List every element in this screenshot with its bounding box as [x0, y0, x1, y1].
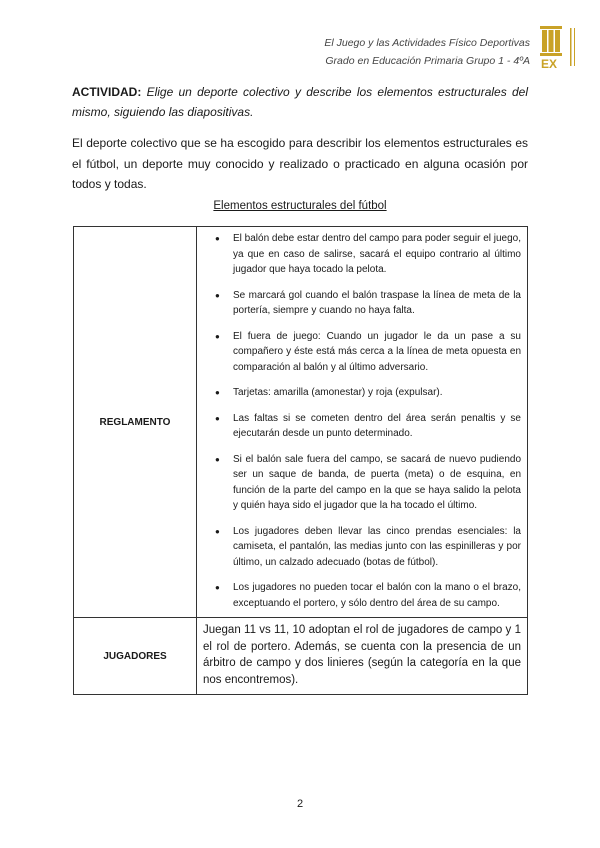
structural-elements-table	[73, 226, 528, 695]
rules-list	[203, 231, 521, 611]
logo-icon	[540, 26, 584, 72]
rules-cell	[197, 227, 528, 618]
table-row-jugadores	[74, 618, 528, 695]
list-item: ● Los jugadores no pueden tocar el balón con la mano o el brazo, exceptuando el portero, y sólo dentro del área de su campo.	[233, 580, 521, 611]
list-item: ● Los jugadores deben llevar las cinco prendas esenciales: la camiseta, el pantalón, las medias junto con las espinilleras y por último, un calzado adecuado (botas de fútbol).	[233, 524, 521, 571]
list-item: ● Las faltas si se cometen dentro del área serán penaltis y se ejecutarán desde un punto determinado.	[233, 411, 521, 442]
list-item: ● El fuera de juego: Cuando un jugador le da un pase a su compañero y éste está más cerca a la línea de meta opuesta en comparación al balón y al último adversario.	[233, 329, 521, 376]
logo-text: EX	[541, 57, 558, 71]
list-item: ● Se marcará gol cuando el balón traspase la línea de meta de la portería, siempre y cuando no haya falta.	[233, 288, 521, 319]
document-header	[324, 34, 530, 70]
list-item: ● El balón debe estar dentro del campo para poder seguir el juego, ya que en caso de salirse, sacará el equipo contrario al último jugador que haya tocado la pelota.	[233, 231, 521, 278]
players-cell: Juegan 11 vs 11, 10 adoptan el rol de jugadores de campo y 1 el rol de portero. Además, se cuenta con la presencia de un árbitro de campo y dos linieres (según la categoría en la que nos encontremos).	[197, 618, 528, 695]
table-title: Elementos estructurales del fútbol	[213, 200, 387, 212]
activity-text: Elige un deporte colectivo y describe los elementos estructurales del mismo, siguiendo las diapositivas.	[72, 85, 528, 119]
university-logo	[540, 26, 584, 72]
header-course-title: El Juego y las Actividades Físico Deportivas	[324, 37, 530, 49]
row-label-jugadores: JUGADORES	[74, 618, 197, 695]
activity-label: ACTIVIDAD:	[72, 85, 142, 99]
list-item: ● Si el balón sale fuera del campo, se sacará de nuevo pudiendo ser un saque de banda, de puerta (meta) o de esquina, en función de la parte del campo en la que se haya salido la pelota y quién haya sido el jugador que la ha tocado el último.	[233, 452, 521, 514]
table-row-reglamento	[74, 227, 528, 618]
list-item: ● Tarjetas: amarilla (amonestar) y roja (expulsar).	[233, 385, 521, 401]
page-number: 2	[296, 798, 304, 810]
row-label-reglamento: REGLAMENTO	[74, 227, 197, 618]
intro-paragraph: El deporte colectivo que se ha escogido para describir los elementos estructurales es el fútbol, un deporte muy conocido y realizado o practicado en alguna ocasión por todos y todas.	[72, 136, 528, 191]
activity-statement	[72, 82, 528, 122]
header-group: Grado en Educación Primaria Grupo 1 - 4ºA	[325, 55, 530, 67]
